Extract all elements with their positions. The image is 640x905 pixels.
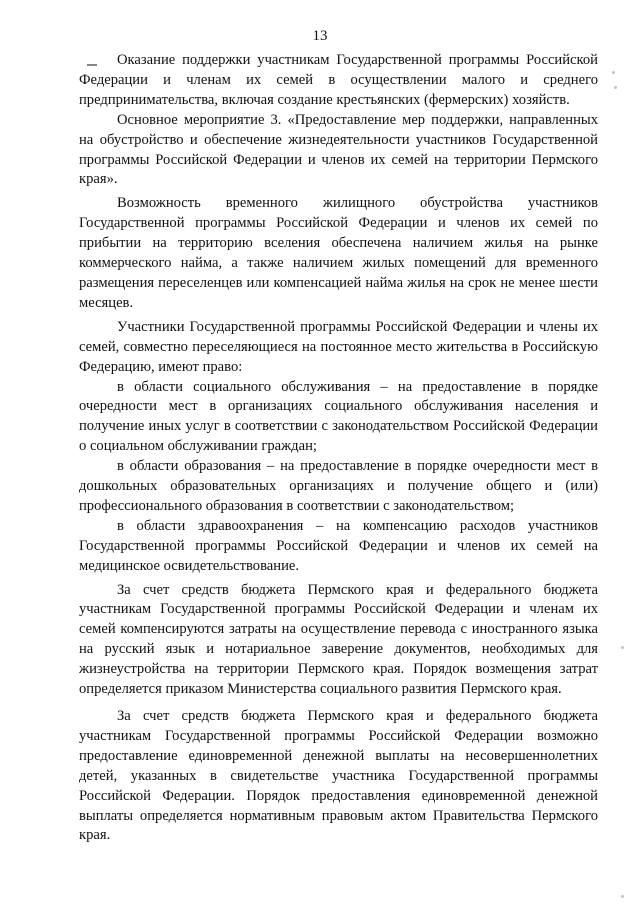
- paragraph-main-activity-3: Основное мероприятие 3. «Предоставление мер поддержки, направленных на обустройство и обеспечение жизнедеятельности участников Государственной программы Российской Федерации и членов их семей на территории Пермского края».: [79, 111, 598, 188]
- paragraph-temporary-housing: Возможность временного жилищного обустройства участников Государственной программы Российской Федерации и членов их семей по прибытии на территорию вселения обеспечена наличием жилья на рынке коммерческого найма, а также наличием жилых помещений для временного размещения переселенцев или компенсацией найма жилья на срок не менее шести месяцев.: [79, 195, 598, 311]
- scan-artifact: [612, 71, 615, 74]
- paragraph-participants-rights: Участники Государственной программы Российской Федерации и члены их семей, совместно переселяющиеся на постоянное место жительства в Российскую Федерацию, имеют право:: [79, 318, 598, 375]
- scan-artifact: [614, 86, 617, 89]
- paragraph-social-services: в области социального обслуживания – на предоставление в порядке очередности мест в организациях социального обслуживания населения и получение иных услуг в соответствии с законодательством Российской Федерации о социальном обслуживании граждан;: [79, 378, 598, 455]
- paragraph-translation-compensation: За счет средств бюджета Пермского края и федерального бюджета участникам Государственной программы Российской Федерации и членам их семей компенсируются затраты на осуществление перевода с иностранного языка на русский язык и нотариальное заверение документов, необходимых для жизнеустройства на территории Пермского края. Порядок возмещения затрат определяется приказом Министерства социального развития Пермского края.: [79, 581, 598, 698]
- paragraph-healthcare: в области здравоохранения – на компенсацию расходов участников Государственной программы Российской Федерации и членов их семей на медицинское освидетельствование.: [79, 517, 598, 574]
- scan-artifact: [621, 646, 624, 649]
- document-body: [79, 51, 598, 846]
- page-number: 13: [312, 28, 328, 44]
- paragraph-education: в области образования – на предоставление в порядке очередности мест в дошкольных образовательных организациях и получение общего и (или) профессионального образования в соответствии с законодательством;: [79, 458, 598, 514]
- paragraph-support-entrepreneurship: Оказание поддержки участникам Государственной программы Российской Федерации и членам их семей в осуществлении малого и среднего предпринимательства, включая создание крестьянских (фермерских) хозяйств.: [79, 52, 598, 108]
- paragraph-lump-sum-payment: За счет средств бюджета Пермского края и федерального бюджета участникам Государственной программы Российской Федерации возможно предоставление единовременной денежной выплаты на несовершеннолетних детей, указанных в свидетельстве участника Государственной программы Российской Федерации. Порядок предоставления единовременной денежной выплаты определяется нормативным правовым актом Правительства Пермского края.: [79, 708, 598, 844]
- scan-artifact: [621, 895, 624, 898]
